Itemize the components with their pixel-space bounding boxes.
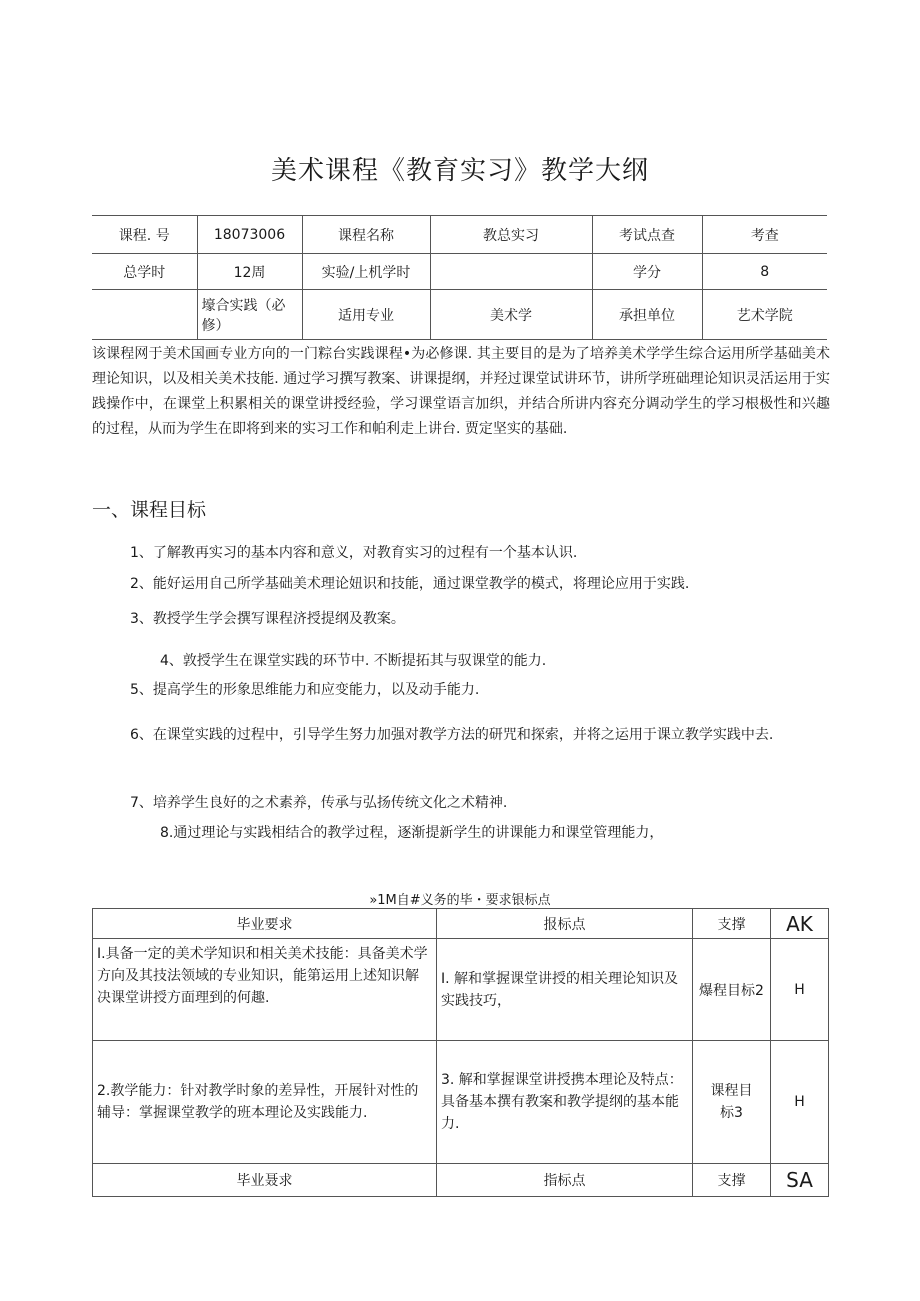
info-cell: 承担单位 — [592, 290, 702, 340]
info-cell: 18073006 — [197, 216, 302, 254]
info-cell: 学分 — [592, 254, 702, 290]
requirement-cell: I.具备一定的美术学知识和相关美术技能：具备美术学方向及其技法领域的专业知识，能第运用上述知识解决课堂讲授方面理到的何趣. — [93, 939, 437, 1041]
goal-item: 7、培养学生良好的之术素养，传承与弘扬传统文化之术精神. — [130, 795, 508, 811]
info-cell — [92, 290, 197, 340]
table-header-row — [93, 909, 829, 939]
info-cell: 总学时 — [92, 254, 197, 290]
table-caption: »1M自#义务的毕・要求银标点 — [369, 893, 551, 908]
info-cell: 8 — [702, 254, 827, 290]
goal-item: 4、敦授学生在课堂实践的环节中. 不断提拓其与驭课堂的能力. — [160, 653, 547, 669]
course-intro: 该课程网于美术国画专业方向的一门粽台实践课程•为必修课. 其主要目的是为了培养美术学学生综合运用所学基础美术理论知识，以及相关美术技能. 通过学习撰写教案、讲课提纲，并羟过课堂试讲环节，讲所学班础理论知识灵活运用于实践操作中，在课堂上积累相关的课堂讲授经验，学习课堂语言加织，并结合所讲内容充分调动学生的学习根极性和兴趣的过程，从而为学生在即将到来的实习工作和帕利走上讲台. 贾定坚实的基础. — [92, 346, 830, 437]
info-cell: 艺术学院 — [702, 290, 827, 340]
info-cell: 考查 — [702, 216, 827, 254]
level-cell: H — [771, 939, 829, 1041]
table-header-row — [93, 1164, 829, 1197]
goal-item: 6、在课堂实践的过程中，引导学生努力加强对教学方法的研咒和探索，并将之运用于课立教学实践中去. — [130, 727, 774, 743]
section-heading: 一、课程目标 — [92, 499, 207, 521]
level-cell: H — [771, 1041, 829, 1164]
info-cell: 12周 — [197, 254, 302, 290]
support-cell: 课程目标3 — [693, 1041, 771, 1164]
requirements-table — [92, 908, 829, 1197]
info-cell — [430, 254, 592, 290]
info-cell: 适用专业 — [302, 290, 430, 340]
goal-item: 5、提高学生的形象思维能力和应变能力，以及动手能力. — [130, 682, 480, 698]
column-header: SA — [771, 1164, 829, 1197]
requirement-cell: 2.教学能力：针对教学时象的差异性，开展针对性的辅导：掌握课堂教学的班本理论及实践能力. — [93, 1041, 437, 1164]
info-cell: 美术学 — [430, 290, 592, 340]
info-cell: 考试点查 — [592, 216, 702, 254]
column-header: 毕业要求 — [93, 909, 437, 939]
course-info-table — [92, 215, 827, 340]
info-row — [92, 216, 827, 254]
info-cell: 实验/上机学时 — [302, 254, 430, 290]
info-cell: 教总实习 — [430, 216, 592, 254]
table-row — [93, 1041, 829, 1164]
goal-item: 3、教授学生学会撰写课程济授提纲及教案。 — [130, 611, 405, 627]
table-row — [93, 939, 829, 1041]
column-header: 支撑 — [693, 909, 771, 939]
indicator-cell: I. 解和掌握课堂讲授的相关理论知识及实践技巧， — [437, 939, 693, 1041]
info-row — [92, 254, 827, 290]
info-cell: 课程. 号 — [92, 216, 197, 254]
column-header: 支撑 — [693, 1164, 771, 1197]
info-cell: 壕合实践（必修） — [197, 290, 302, 340]
column-header: 毕业聂求 — [93, 1164, 437, 1197]
column-header: 指标点 — [437, 1164, 693, 1197]
indicator-cell: 3. 解和掌握课堂讲授携本理论及特点：具备基本撰有教案和教学提纲的基本能力. — [437, 1041, 693, 1164]
page-title: 美术课程《教育实习》教学大纲 — [270, 156, 649, 186]
goal-item: 8.通过理论与实践相结合的教学过程，逐渐提新学生的讲课能力和课堂管理能力， — [160, 825, 664, 841]
support-cell: 爆程目标2 — [693, 939, 771, 1041]
column-header: 报标点 — [437, 909, 693, 939]
info-cell: 课程名称 — [302, 216, 430, 254]
goal-item: 2、能好运用自己所学基础美术理论妞识和技能，通过课堂教学的模式，将理论应用于实践. — [130, 576, 690, 592]
column-header: AK — [771, 909, 829, 939]
goal-item: 1、了解教再实习的基本内容和意义，对教育实习的过程有一个基本认识. — [130, 545, 578, 561]
info-row — [92, 290, 827, 340]
